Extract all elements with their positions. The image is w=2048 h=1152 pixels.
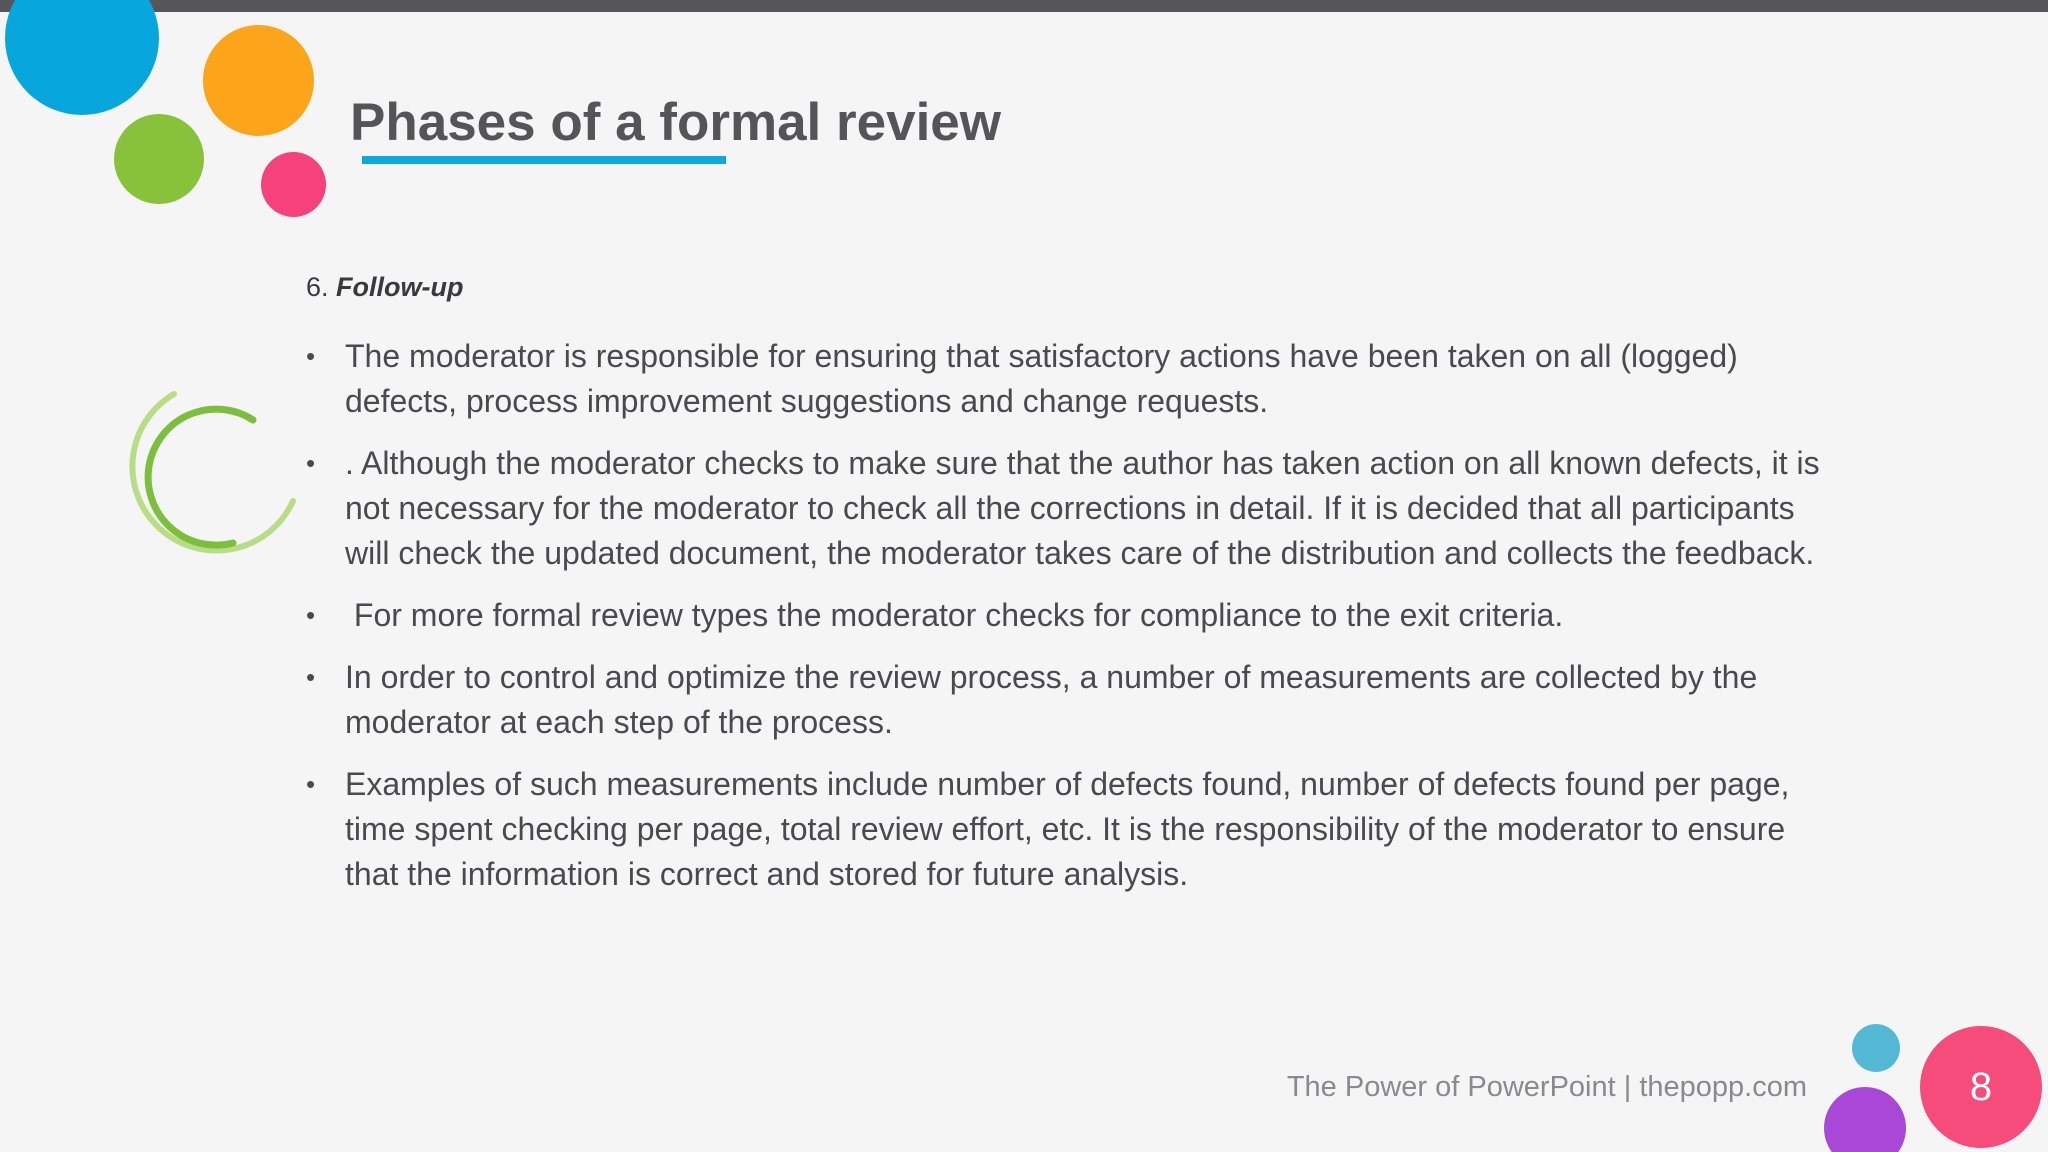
bullet-dot: • <box>306 448 316 478</box>
bullet-dot: • <box>306 600 316 630</box>
list-item <box>306 762 1846 897</box>
decorative-teal-circle <box>1852 1024 1900 1072</box>
bullet-text: . Although the moderator checks to make sure that the author has taken action on all known defects, it is not necessary for the moderator to check all the corrections in detail. If it is decided that all participants will check the updated document, the moderator takes care of the distribution and collects the feedback. <box>345 445 1820 571</box>
slide-body <box>306 264 1846 914</box>
bullet-text: For more formal review types the moderator checks for compliance to the exit criteria. <box>345 597 1564 633</box>
list-item <box>306 441 1846 576</box>
decorative-arc-icon <box>120 388 310 578</box>
section-number: 6. <box>306 272 329 302</box>
page-number-badge <box>1920 1026 2042 1148</box>
bullet-text: In order to control and optimize the review process, a number of measurements are collected by the moderator at each step of the process. <box>345 659 1758 740</box>
decorative-orange-circle <box>203 25 314 136</box>
bullet-text: Examples of such measurements include number of defects found, number of defects found per page, time spent checking per page, total review effort, etc. It is the responsibility of the moderator to ensure that the information is correct and stored for future analysis. <box>345 766 1790 892</box>
section-name: Follow-up <box>336 272 464 302</box>
decorative-pink-circle <box>261 152 326 217</box>
list-item <box>306 593 1846 638</box>
footer-text: The Power of PowerPoint | thepopp.com <box>1286 1071 1807 1103</box>
bullet-dot: • <box>306 341 316 371</box>
top-bar <box>0 0 2048 12</box>
bullet-dot: • <box>306 769 316 799</box>
decorative-purple-circle <box>1824 1087 1906 1152</box>
bullet-list <box>306 334 1846 897</box>
list-item <box>306 334 1846 424</box>
list-item <box>306 655 1846 745</box>
slide-title: Phases of a formal review <box>350 93 1002 152</box>
bullet-text: The moderator is responsible for ensuring that satisfactory actions have been taken on all (logged) defects, process improvement suggestions and change requests. <box>345 338 1738 419</box>
section-heading <box>306 264 1846 310</box>
decorative-green-circle <box>114 114 204 204</box>
page-number: 8 <box>1969 1064 1993 1109</box>
title-underline <box>362 156 726 164</box>
decorative-blue-circle <box>5 0 159 115</box>
bullet-dot: • <box>306 662 316 692</box>
